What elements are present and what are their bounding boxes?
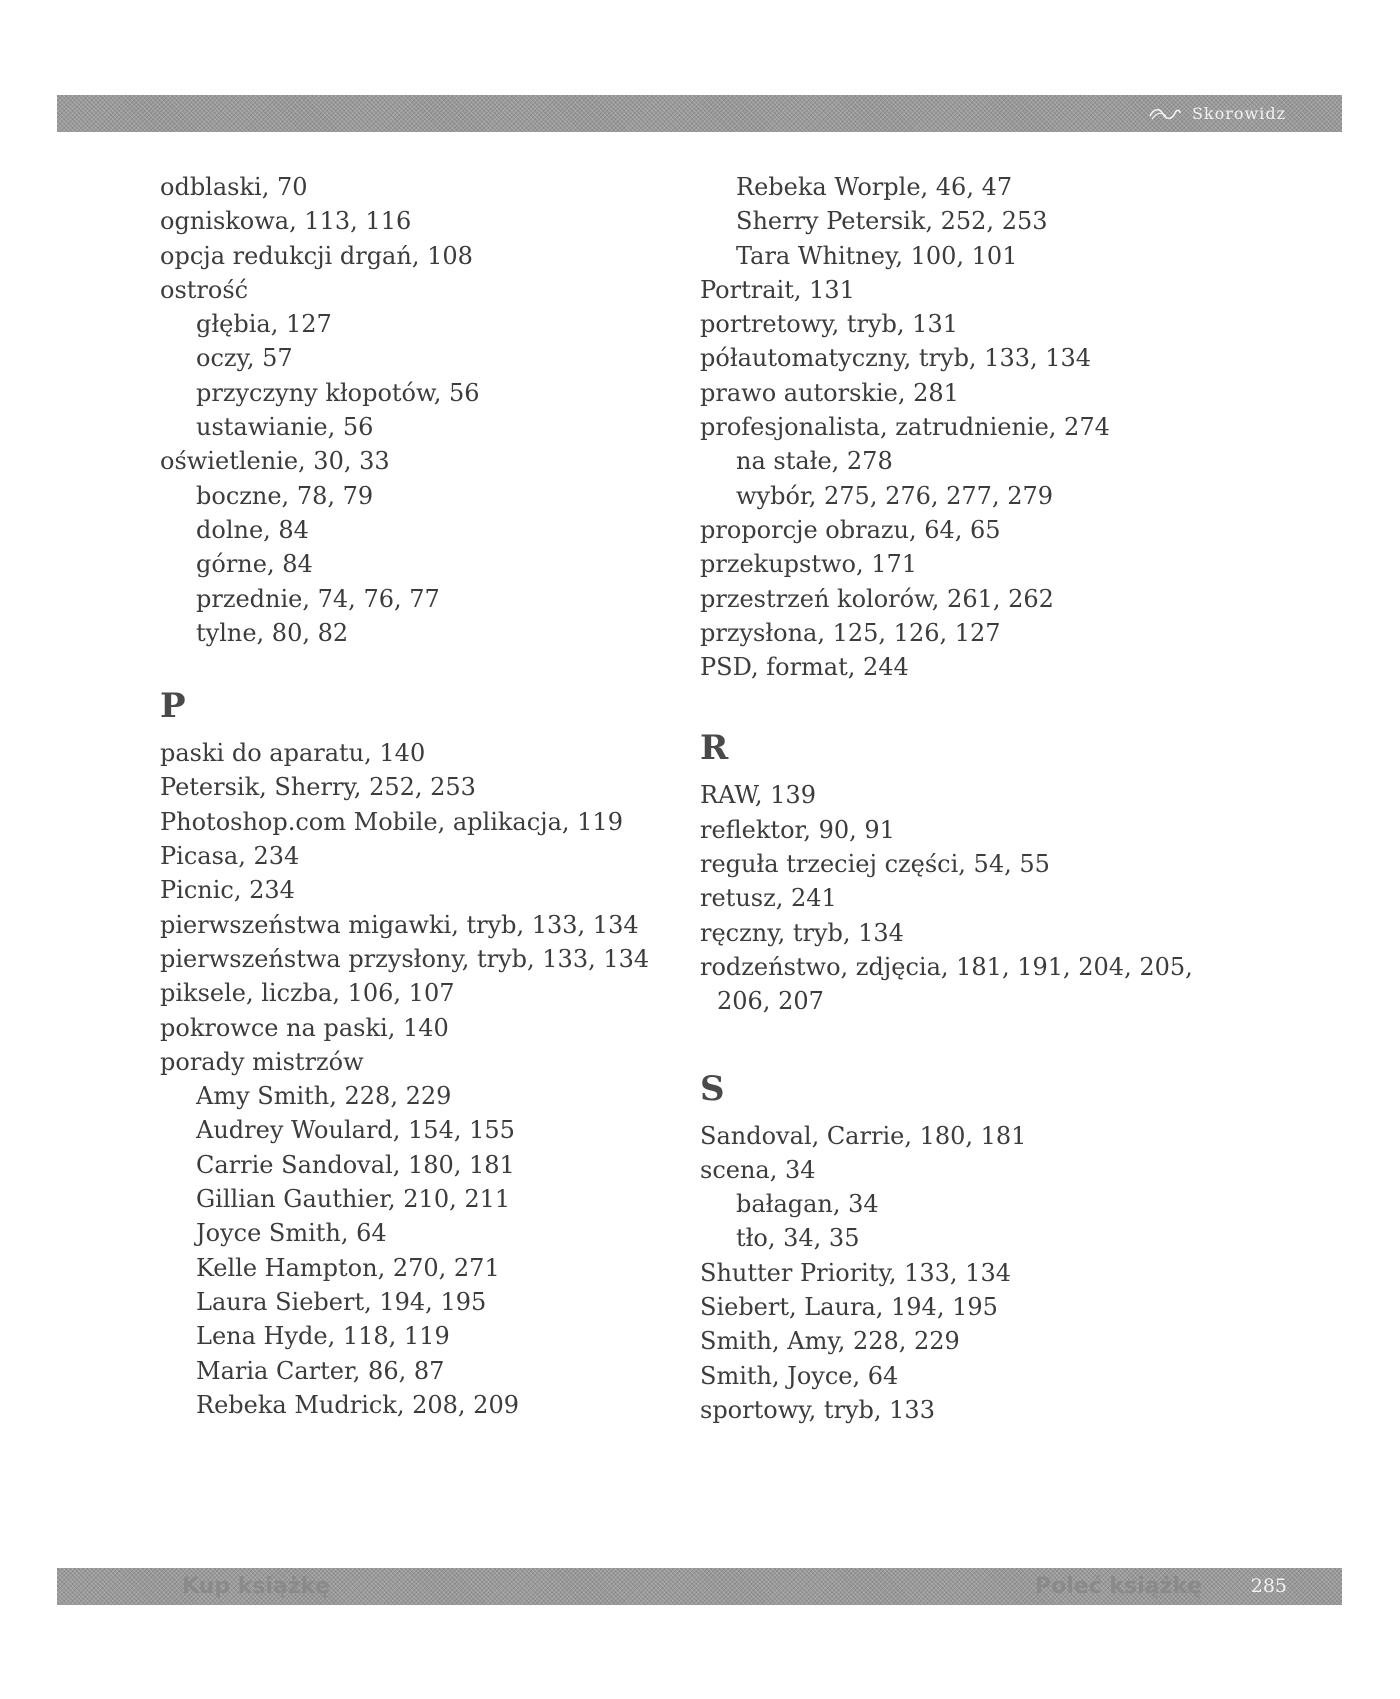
index-subentry: Joyce Smith, 64 <box>196 1219 387 1248</box>
index-entry: pierwszeństwa migawki, tryb, 133, 134 <box>160 910 639 939</box>
index-subentry: Gillian Gauthier, 210, 211 <box>196 1185 511 1214</box>
recommend-book-link[interactable]: Poleć książkę <box>1035 1574 1202 1599</box>
index-subentry: Sherry Petersik, 252, 253 <box>736 207 1048 236</box>
index-subentry: Tara Whitney, 100, 101 <box>736 241 1018 270</box>
section-letter-r: R <box>700 728 729 769</box>
index-entry: scena, 34 <box>700 1155 816 1184</box>
index-entry: ręczny, tryb, 134 <box>700 918 904 947</box>
index-subentry: przednie, 74, 76, 77 <box>196 584 440 613</box>
index-subentry: Audrey Woulard, 154, 155 <box>196 1116 515 1145</box>
index-entry: Picasa, 234 <box>160 842 300 871</box>
index-entry: prawo autorskie, 281 <box>700 378 959 407</box>
index-subentry: Laura Siebert, 194, 195 <box>196 1287 487 1316</box>
index-entry: Shutter Priority, 133, 134 <box>700 1258 1011 1287</box>
index-entry: RAW, 139 <box>700 781 816 810</box>
index-entry: portretowy, tryb, 131 <box>700 310 958 339</box>
index-entry: reguła trzeciej części, 54, 55 <box>700 850 1050 879</box>
index-entry: Photoshop.com Mobile, aplikacja, 119 <box>160 807 623 836</box>
header-title: Skorowidz <box>1191 104 1286 123</box>
index-entry: piksele, liczba, 106, 107 <box>160 979 455 1008</box>
index-entry: przysłona, 125, 126, 127 <box>700 618 1001 647</box>
index-subentry: tło, 34, 35 <box>736 1224 860 1253</box>
index-entry: reflektor, 90, 91 <box>700 815 895 844</box>
index-entry: ogniskowa, 113, 116 <box>160 207 412 236</box>
index-entry: proporcje obrazu, 64, 65 <box>700 515 1001 544</box>
index-entry: sportowy, tryb, 133 <box>700 1395 935 1424</box>
index-subentry: Amy Smith, 228, 229 <box>196 1082 452 1111</box>
flourish-icon <box>1148 107 1182 121</box>
section-letter-s: S <box>700 1068 725 1109</box>
index-subentry: ustawianie, 56 <box>196 413 374 442</box>
index-entry: Smith, Amy, 228, 229 <box>700 1327 960 1356</box>
index-subentry: oczy, 57 <box>196 344 293 373</box>
index-entry: opcja redukcji drgań, 108 <box>160 241 473 270</box>
index-entry: porady mistrzów <box>160 1047 364 1076</box>
index-subentry: Maria Carter, 86, 87 <box>196 1356 445 1385</box>
index-entry: Siebert, Laura, 194, 195 <box>700 1293 998 1322</box>
index-subentry: Carrie Sandoval, 180, 181 <box>196 1150 515 1179</box>
index-entry: półautomatyczny, tryb, 133, 134 <box>700 344 1092 373</box>
index-subentry: górne, 84 <box>196 550 313 579</box>
index-subentry: dolne, 84 <box>196 515 309 544</box>
index-subentry: Rebeka Worple, 46, 47 <box>736 173 1013 201</box>
index-entry: PSD, format, 244 <box>700 653 909 682</box>
index-entry: Picnic, 234 <box>160 876 295 905</box>
index-entry: paski do aparatu, 140 <box>160 739 426 768</box>
index-subentry: wybór, 275, 276, 277, 279 <box>736 481 1054 510</box>
index-entry: rodzeństwo, zdjęcia, 181, 191, 204, 205, 206, 207 <box>700 952 1193 1016</box>
index-column-left <box>160 170 680 1422</box>
index-entry: profesjonalista, zatrudnienie, 274 <box>700 413 1110 442</box>
index-entry: ostrość <box>160 275 249 304</box>
index-entry: Portrait, 131 <box>700 275 855 304</box>
running-header <box>1148 95 1286 132</box>
page-number: 285 <box>1250 1575 1287 1597</box>
index-entry: oświetlenie, 30, 33 <box>160 447 390 476</box>
index-subentry: głębia, 127 <box>196 310 332 339</box>
buy-book-link[interactable]: Kup książkę <box>182 1574 331 1599</box>
index-column-right <box>700 170 1300 1427</box>
index-entry: retusz, 241 <box>700 884 837 913</box>
section-letter-p: P <box>160 686 186 727</box>
index-entry: przestrzeń kolorów, 261, 262 <box>700 584 1054 613</box>
index-entry: odblaski, 70 <box>160 173 308 201</box>
index-entry: pierwszeństwa przysłony, tryb, 133, 134 <box>160 944 650 973</box>
index-subentry: Kelle Hampton, 270, 271 <box>196 1253 500 1282</box>
index-entry: Petersik, Sherry, 252, 253 <box>160 773 476 802</box>
index-entry: przekupstwo, 171 <box>700 550 918 579</box>
index-subentry: Rebeka Mudrick, 208, 209 <box>196 1390 519 1419</box>
index-entry: Smith, Joyce, 64 <box>700 1361 899 1390</box>
index-entry: pokrowce na paski, 140 <box>160 1013 449 1042</box>
footer-band <box>57 1568 1342 1605</box>
header-band <box>57 95 1342 132</box>
index-entry: Sandoval, Carrie, 180, 181 <box>700 1121 1027 1150</box>
index-subentry: Lena Hyde, 118, 119 <box>196 1322 450 1351</box>
index-subentry: na stałe, 278 <box>736 447 893 476</box>
index-subentry: tylne, 80, 82 <box>196 618 349 647</box>
index-subentry: bałagan, 34 <box>736 1190 879 1219</box>
index-subentry: boczne, 78, 79 <box>196 481 374 510</box>
index-subentry: przyczyny kłopotów, 56 <box>196 378 480 407</box>
